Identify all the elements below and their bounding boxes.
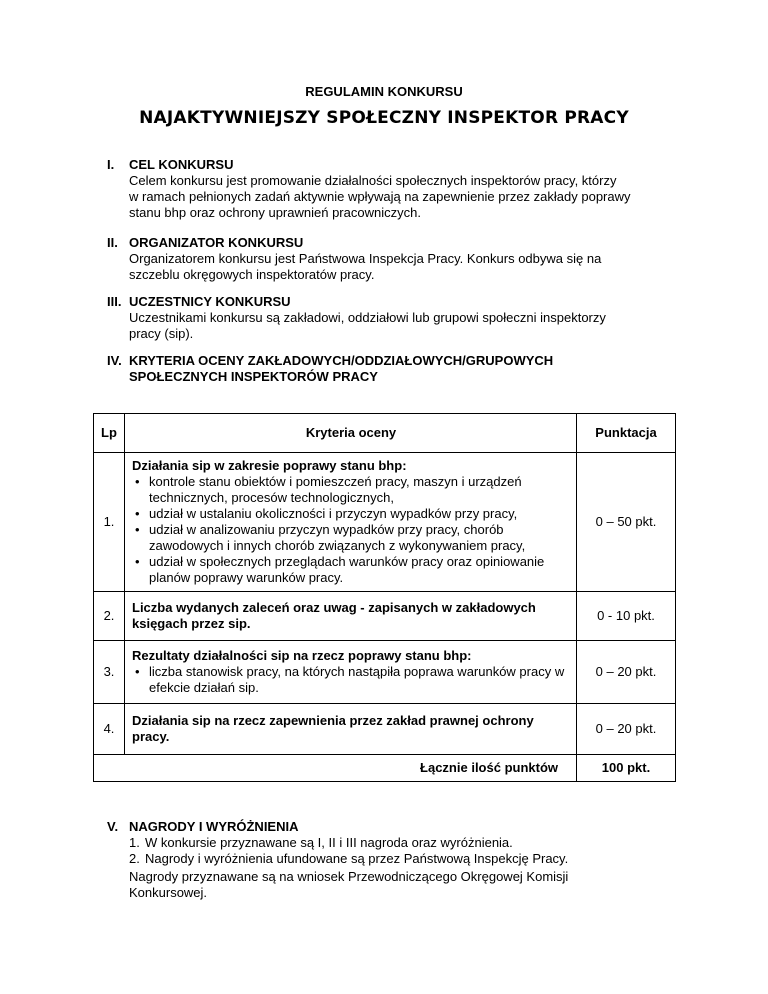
section-body (107, 173, 667, 221)
section-goal (107, 157, 667, 221)
section-awards (107, 819, 667, 901)
bullet-item: • udział w analizowaniu przyczyn wypadków przy pracy, chorób zawodowych i innych chorób związanych z wykonywaniem pracy, (132, 522, 570, 554)
section-title: CEL KONKURSU (129, 157, 234, 172)
bullet-item: • udział w ustalaniu okoliczności i przyczyn wypadków przy pracy, (132, 506, 570, 522)
text-line: szczeblu okręgowych inspektoratów pracy. (129, 267, 375, 282)
section-title: NAGRODY I WYRÓŻNIENIA (129, 819, 299, 834)
table-row (94, 641, 676, 704)
criteria-table (93, 413, 676, 782)
criteria-bullets (132, 664, 570, 696)
bullet-item: • kontrole stanu obiektów i pomieszczeń pracy, maszyn i urządzeń technicznych, procesów technologicznych, (132, 474, 570, 506)
bullet-item: • liczba stanowisk pracy, na których nastąpiła poprawa warunków pracy w efekcie działań sip. (132, 664, 570, 696)
list-item (129, 835, 667, 851)
criteria-title: Działania sip w zakresie poprawy stanu bhp: (132, 458, 407, 473)
text-line: pracy (sip). (129, 326, 194, 341)
section-participants (107, 294, 667, 342)
total-value: 100 pkt. (577, 755, 676, 782)
bullet-item: • udział w społecznych przeglądach warunków pracy oraz opiniowanie planów poprawy warunków pracy. (132, 554, 570, 586)
total-label: Łącznie ilość punktów (94, 755, 577, 782)
header-criteria: Kryteria oceny (125, 414, 577, 453)
awards-list (129, 835, 667, 867)
row-criteria: Działania sip na rzecz zapewnienia przez zakład prawnej ochrony pracy. (125, 704, 577, 755)
list-number: 2. (129, 851, 140, 866)
text-line: stanu bhp oraz ochrony uprawnień pracowniczych. (129, 205, 421, 220)
table-header-row (94, 414, 676, 453)
section-number: IV. (107, 353, 122, 368)
header-lp: Lp (94, 414, 125, 453)
section-title-continued: SPOŁECZNYCH INSPEKTORÓW PRACY (129, 369, 378, 384)
text-line: Uczestnikami konkursu są zakładowi, oddziałowi lub grupowi społeczni inspektorzy (129, 310, 606, 325)
section-number: I. (107, 157, 115, 172)
row-number: 1. (94, 453, 125, 592)
row-number: 2. (94, 592, 125, 641)
row-criteria: Liczba wydanych zaleceń oraz uwag - zapisanych w zakładowych księgach przez sip. (125, 592, 577, 641)
section-criteria (107, 353, 667, 385)
text-line: Celem konkursu jest promowanie działalności społecznych inspektorów pracy, którzy (129, 173, 617, 188)
section-number: V. (107, 819, 119, 834)
row-criteria (125, 453, 577, 592)
section-body (107, 310, 667, 342)
table-row (94, 453, 676, 592)
text-line: Organizatorem konkursu jest Państwowa Inspekcja Pracy. Konkurs odbywa się na (129, 251, 602, 266)
document-heading: REGULAMIN KONKURSU (305, 84, 463, 99)
row-points: 0 – 20 pkt. (577, 704, 676, 755)
text-line: w ramach pełnionych zadań aktywnie wpływają na zapewnienie przez zakłady poprawy (129, 189, 631, 204)
list-number: 1. (129, 835, 140, 850)
text-line: Konkursowej. (129, 885, 208, 900)
section-number: III. (107, 294, 122, 309)
section-title: KRYTERIA OCENY ZAKŁADOWYCH/ODDZIAŁOWYCH/GRUPOWYCH (129, 353, 554, 368)
row-points: 0 - 10 pkt. (577, 592, 676, 641)
section-body (107, 835, 667, 901)
row-points: 0 – 50 pkt. (577, 453, 676, 592)
criteria-bullets (132, 474, 570, 586)
list-item (129, 851, 667, 867)
row-points: 0 – 20 pkt. (577, 641, 676, 704)
table-row (94, 592, 676, 641)
table-total-row (94, 755, 676, 782)
section-number: II. (107, 235, 118, 250)
criteria-title: Rezultaty działalności sip na rzecz poprawy stanu bhp: (132, 648, 472, 663)
text-line: Nagrody przyznawane są na wniosek Przewodniczącego Okręgowej Komisji (129, 869, 569, 884)
list-text: Nagrody i wyróżnienia ufundowane są przez Państwową Inspekcję Pracy. (145, 851, 569, 866)
section-title: UCZESTNICY KONKURSU (129, 294, 291, 309)
section-body (107, 251, 667, 283)
row-number: 3. (94, 641, 125, 704)
row-criteria (125, 641, 577, 704)
table-row (94, 704, 676, 755)
row-number: 4. (94, 704, 125, 755)
header-points: Punktacja (577, 414, 676, 453)
section-organizer (107, 235, 667, 283)
contest-title: NAJAKTYWNIEJSZY SPOŁECZNY INSPEKTOR PRACY (139, 108, 629, 128)
section-title: ORGANIZATOR KONKURSU (129, 235, 304, 250)
list-text: W konkursie przyznawane są I, II i III nagroda oraz wyróżnienia. (145, 835, 513, 850)
